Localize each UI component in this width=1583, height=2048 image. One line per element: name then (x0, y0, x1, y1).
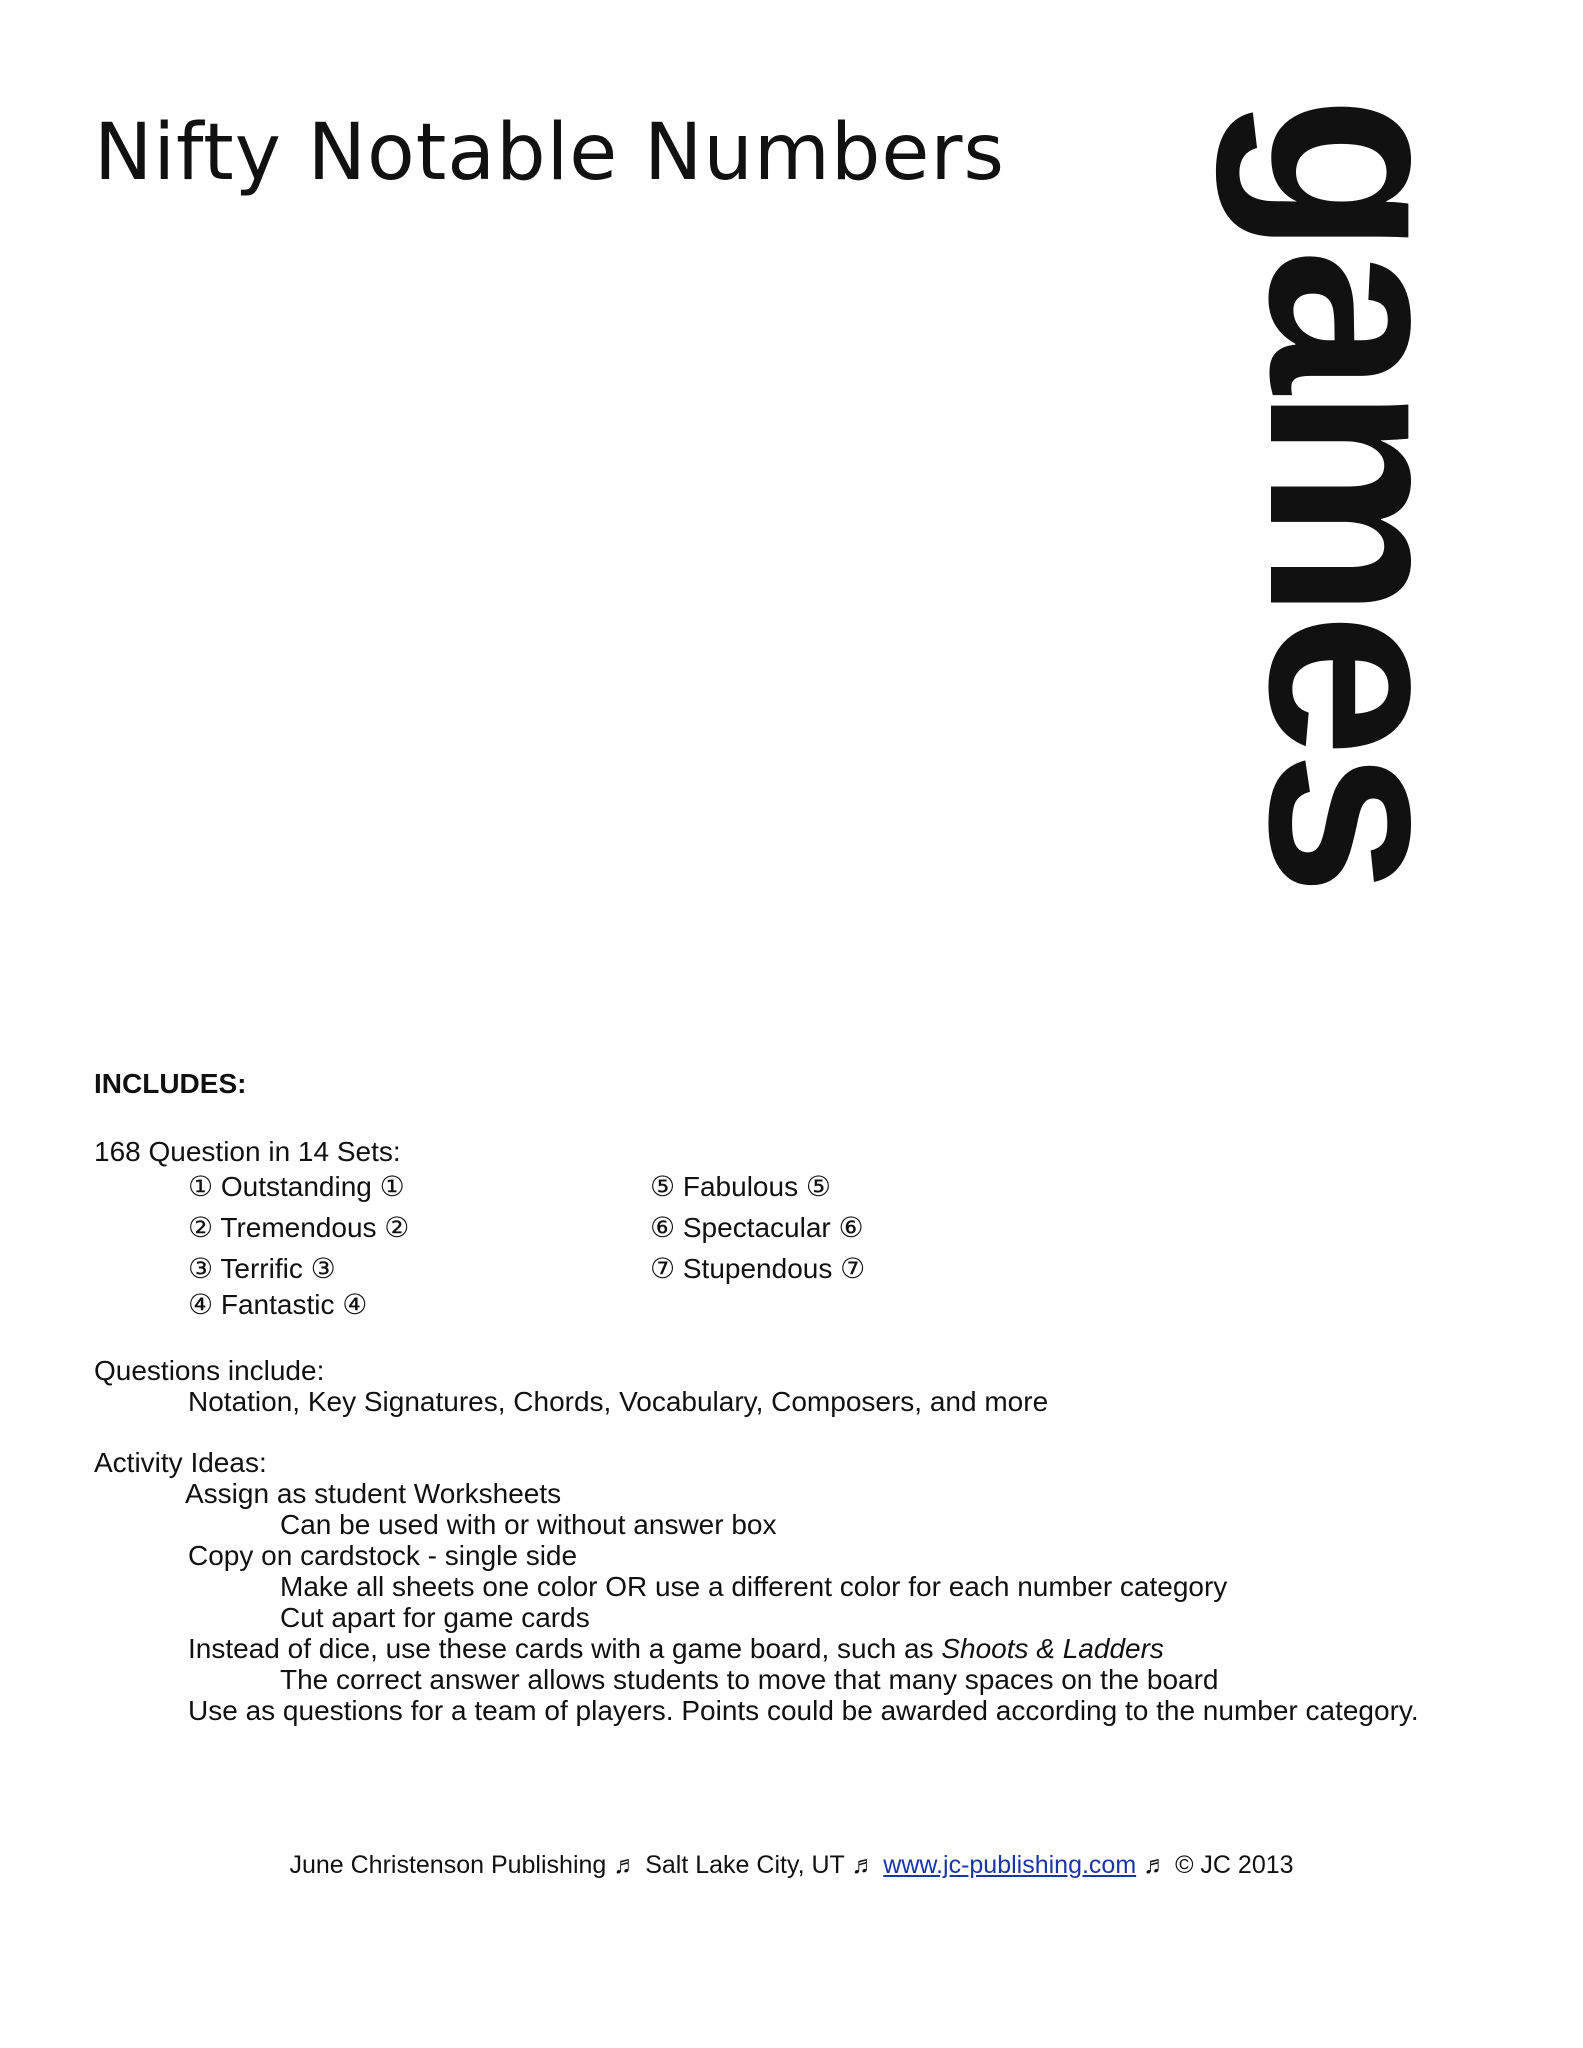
questions-text: Notation, Key Signatures, Chords, Vocabulary, Composers, and more (188, 1386, 1049, 1417)
set-spectacular: ⑥ Spectacular ⑥ (650, 1212, 864, 1243)
activity-item-text: Instead of dice, use these cards with a game board, such as (188, 1633, 942, 1664)
includes-heading: INCLUDES: (94, 1068, 247, 1099)
activity-subitem: The correct answer allows students to move that many spaces on the board (280, 1664, 1219, 1695)
activity-item-with-italic (188, 1633, 1164, 1665)
set-stupendous: ⑦ Stupendous ⑦ (650, 1253, 866, 1284)
games-word: games (1215, 96, 1505, 890)
music-note-icon: ♬ (851, 1851, 877, 1879)
activity-item-italic: Shoots & Ladders (941, 1633, 1164, 1664)
activity-item: Copy on cardstock - single side (188, 1540, 578, 1571)
set-outstanding: ① Outstanding ① (188, 1171, 405, 1202)
questions-heading: Questions include: (94, 1355, 325, 1386)
set-terrific: ③ Terrific ③ (188, 1253, 336, 1284)
set-fabulous: ⑤ Fabulous ⑤ (650, 1171, 831, 1202)
music-note-icon: ♬ (1143, 1851, 1169, 1879)
set-fantastic: ④ Fantastic ④ (188, 1289, 368, 1320)
activity-heading: Activity Ideas: (94, 1447, 267, 1478)
activity-subitem: Can be used with or without answer box (280, 1509, 777, 1540)
activity-item: Use as questions for a team of players. Points could be awarded according to the number category. (188, 1695, 1419, 1726)
website-link[interactable]: www.jc-publishing.com (883, 1851, 1137, 1879)
publisher-name: June Christenson Publishing (289, 1851, 607, 1879)
vertical-games-title (1215, 96, 1505, 926)
music-note-icon: ♬ (613, 1851, 639, 1879)
activity-subitem: Make all sheets one color OR use a different color for each number category (280, 1571, 1228, 1602)
activity-item: Assign as student Worksheets (185, 1478, 562, 1509)
location: Salt Lake City, UT (645, 1851, 845, 1879)
activity-subitem: Cut apart for game cards (280, 1602, 590, 1633)
sets-intro: 168 Question in 14 Sets: (94, 1136, 401, 1167)
copyright: © JC 2013 (1175, 1851, 1294, 1879)
set-tremendous: ② Tremendous ② (188, 1212, 410, 1243)
footer (0, 1850, 1583, 1880)
page-title: Nifty Notable Numbers (94, 108, 1006, 198)
